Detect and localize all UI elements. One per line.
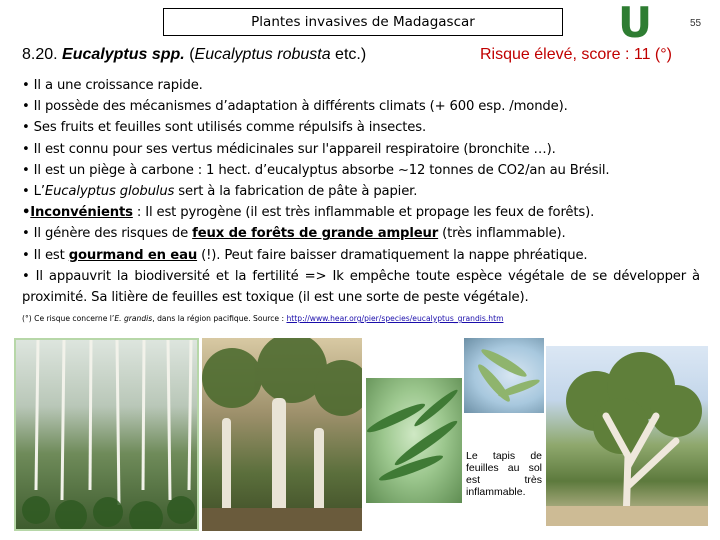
plantation-trees-icon: [16, 340, 199, 531]
bullet-item: • Il est connu pour ses vertus médicinales sur l'appareil respiratoire (bronchite …).: [22, 141, 556, 157]
bullet-item: • Il génère des risques de feux de forêts de grande ampleur (très inflammable).: [22, 226, 566, 242]
eucalyptus-tree-icon: [546, 346, 708, 526]
highlight-text: gourmand en eau: [68, 247, 198, 263]
source-link[interactable]: http://www.hear.org/pier/species/eucalyptus_grandis.htm: [286, 314, 504, 323]
forest-photo: [202, 338, 362, 531]
document-title: Plantes invasives de Madagascar: [251, 14, 475, 30]
bullet-item: •Inconvénients : Il est pyrogène (il est très inflammable et propage les feux de forêts).: [22, 205, 595, 221]
branch-leaves-icon: [464, 338, 544, 413]
species-heading: 8.20. Eucalyptus spp. (Eucalyptus robusta etc.): [22, 46, 367, 63]
bullet-item: • Ses fruits et feuilles sont utilisés comme répulsifs à insectes.: [22, 120, 426, 136]
species-name: Eucalyptus spp.: [62, 46, 185, 63]
bullet-item: • L’Eucalyptus globulus sert à la fabrication de pâte à papier.: [22, 184, 418, 200]
page-number: 55: [690, 18, 702, 29]
bullet-item: • Il possède des mécanismes d’adaptation à différents climats (+ 600 esp. /monde).: [22, 99, 568, 115]
inconvenients-label: Inconvénients: [30, 205, 133, 221]
leaves-photo: [366, 378, 462, 503]
forest-trees-icon: [202, 338, 362, 531]
bullet-item: • Il appauvrit la biodiversité et la fertilité => Ik empêche toute espèce végétale de se développer à proximité. Sa litière de feuilles est toxique (il est une sorte de peste végétale).: [22, 268, 700, 306]
bullet-item: • Il est gourmand en eau (!). Peut faire baisser dramatiquement la nappe phréatique.: [22, 247, 588, 263]
photo-caption: Le tapis de feuilles au sol est très inflammable.: [466, 450, 542, 498]
highlight-text: feux de forêts de grande ampleur: [192, 226, 439, 242]
bullet-list: [22, 75, 700, 308]
branch-photo: [464, 338, 544, 413]
eucalyptus-tree-photo: [546, 346, 708, 526]
category-letter: U: [618, 0, 653, 47]
plantation-photo: [14, 338, 199, 531]
species-example: Eucalyptus robusta: [194, 46, 331, 63]
footnote: (°) Ce risque concerne l’E. grandis, dans la région pacifique. Source : http://www.hear.org/pier/species/eucalyptus_grandis.htm: [22, 314, 504, 323]
risk-score: Risque élevé, score : 11 (°): [480, 46, 672, 63]
bullet-item: • Il est un piège à carbone : 1 hect. d’eucalyptus absorbe ~12 tonnes de CO2/an au Brésil.: [22, 162, 610, 178]
species-number: 8.20.: [22, 46, 58, 63]
species-italic: Eucalyptus globulus: [44, 184, 175, 200]
leaves-icon: [366, 378, 462, 503]
document-title-box: [163, 8, 563, 36]
bullet-item: • Il a une croissance rapide.: [22, 78, 203, 93]
